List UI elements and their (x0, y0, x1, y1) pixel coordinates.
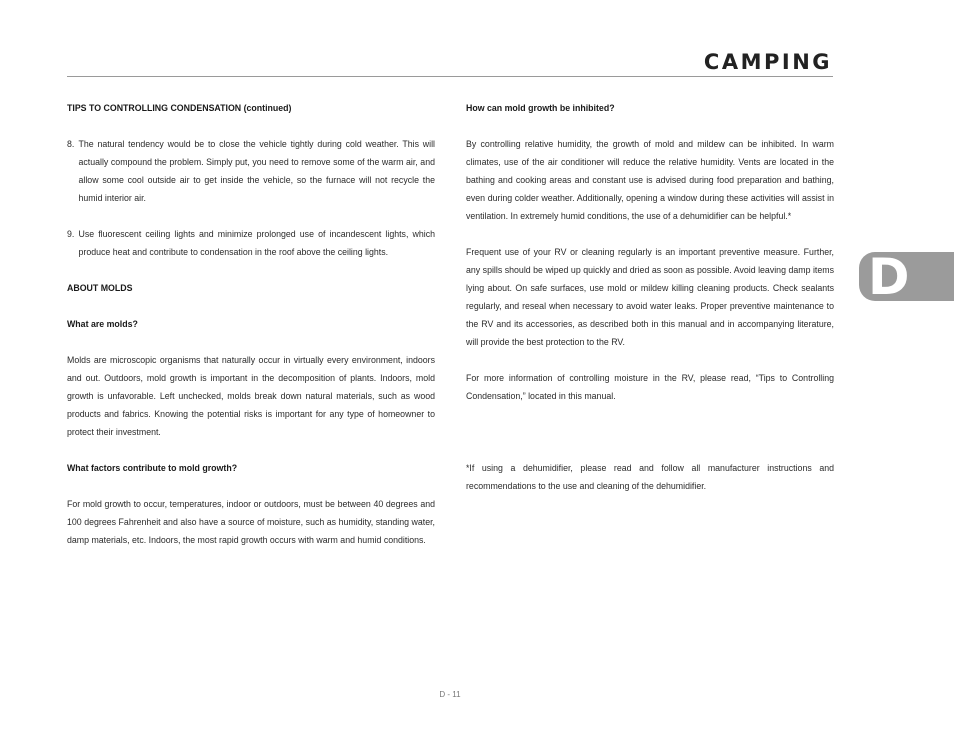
list-item-text: Use fluorescent ceiling lights and minimize prolonged use of incandescent lights, which produce heat and contribute to condensation in the roof above the ceiling lights. (78, 229, 435, 257)
section-heading-condensation: TIPS TO CONTROLLING CONDENSATION (continued) (67, 103, 292, 113)
paragraph-molds-definition: Molds are microscopic organisms that naturally occur in virtually every environment, indoors and out. Outdoors, mold growth is important in the decomposition of plants. Indoors, mold growth is unfavorable. Left unchecked, molds break down natural materials, such as wood products and fabrics. Knowing the potential risks is important for any type of homeowner to protect their investment. (67, 355, 435, 437)
list-number: 9. (67, 229, 75, 239)
section-tab-d (859, 248, 954, 306)
list-number: 8. (67, 139, 75, 149)
subheading-what-are-molds: What are molds? (67, 319, 138, 329)
list-item-8 (67, 135, 435, 207)
list-item-9 (67, 225, 435, 261)
list-item-text: The natural tendency would be to close the vehicle tightly during cold weather. This will actually compound the problem. Simply put, you need to remove some of the warm air, and allow some cool outside air to get inside the vehicle, so the furnace will not recycle the humid interior air. (78, 139, 435, 203)
paragraph-preventive-measures: Frequent use of your RV or cleaning regularly is an important preventive measure. Further, any spills should be wiped up quickly and dried as soon as possible. Avoid leaving damp items lying about. On safe surfaces, use mold or mildew killing cleaning products. Check sealants regularly, and reseal when necessary to avoid water leaks. Proper preventive maintenance to the RV and its accessories, as described both in this manual and in accompanying literature, will provide the best protection to the RV. (466, 247, 834, 347)
section-heading-about-molds: ABOUT MOLDS (67, 283, 133, 293)
section-tab-letter: D (868, 248, 910, 306)
header-divider (67, 76, 833, 77)
left-column (67, 99, 435, 549)
right-column (466, 99, 834, 495)
footnote-dehumidifier: *If using a dehumidifier, please read and follow all manufacturer instructions and recommendations to the use and cleaning of the dehumidifier. (466, 463, 834, 491)
subheading-inhibit-mold: How can mold growth be inhibited? (466, 103, 615, 113)
paragraph-more-information: For more information of controlling moisture in the RV, please read, “Tips to Controlling Condensation,” located in this manual. (466, 373, 834, 401)
paragraph-humidity-control: By controlling relative humidity, the growth of mold and mildew can be inhibited. In warm climates, use of the air conditioner will reduce the relative humidity. Vents are located in the bathing and cooking areas and constant use is advised during food preparation and bathing, even during colder weather. Additionally, opening a window during these activities will assist in ventilation. In extremely humid conditions, the use of a dehumidifier can be helpful.* (466, 139, 834, 221)
paragraph-mold-factors: For mold growth to occur, temperatures, indoor or outdoors, must be between 40 degrees and 100 degrees Fahrenheit and also have a source of moisture, such as humidity, standing water, damp materials, etc. Indoors, the most rapid growth occurs with warm and humid conditions. (67, 499, 435, 545)
page-number: D - 11 (439, 690, 461, 699)
subheading-mold-factors: What factors contribute to mold growth? (67, 463, 238, 473)
page-header-title: CAMPING (703, 50, 832, 74)
